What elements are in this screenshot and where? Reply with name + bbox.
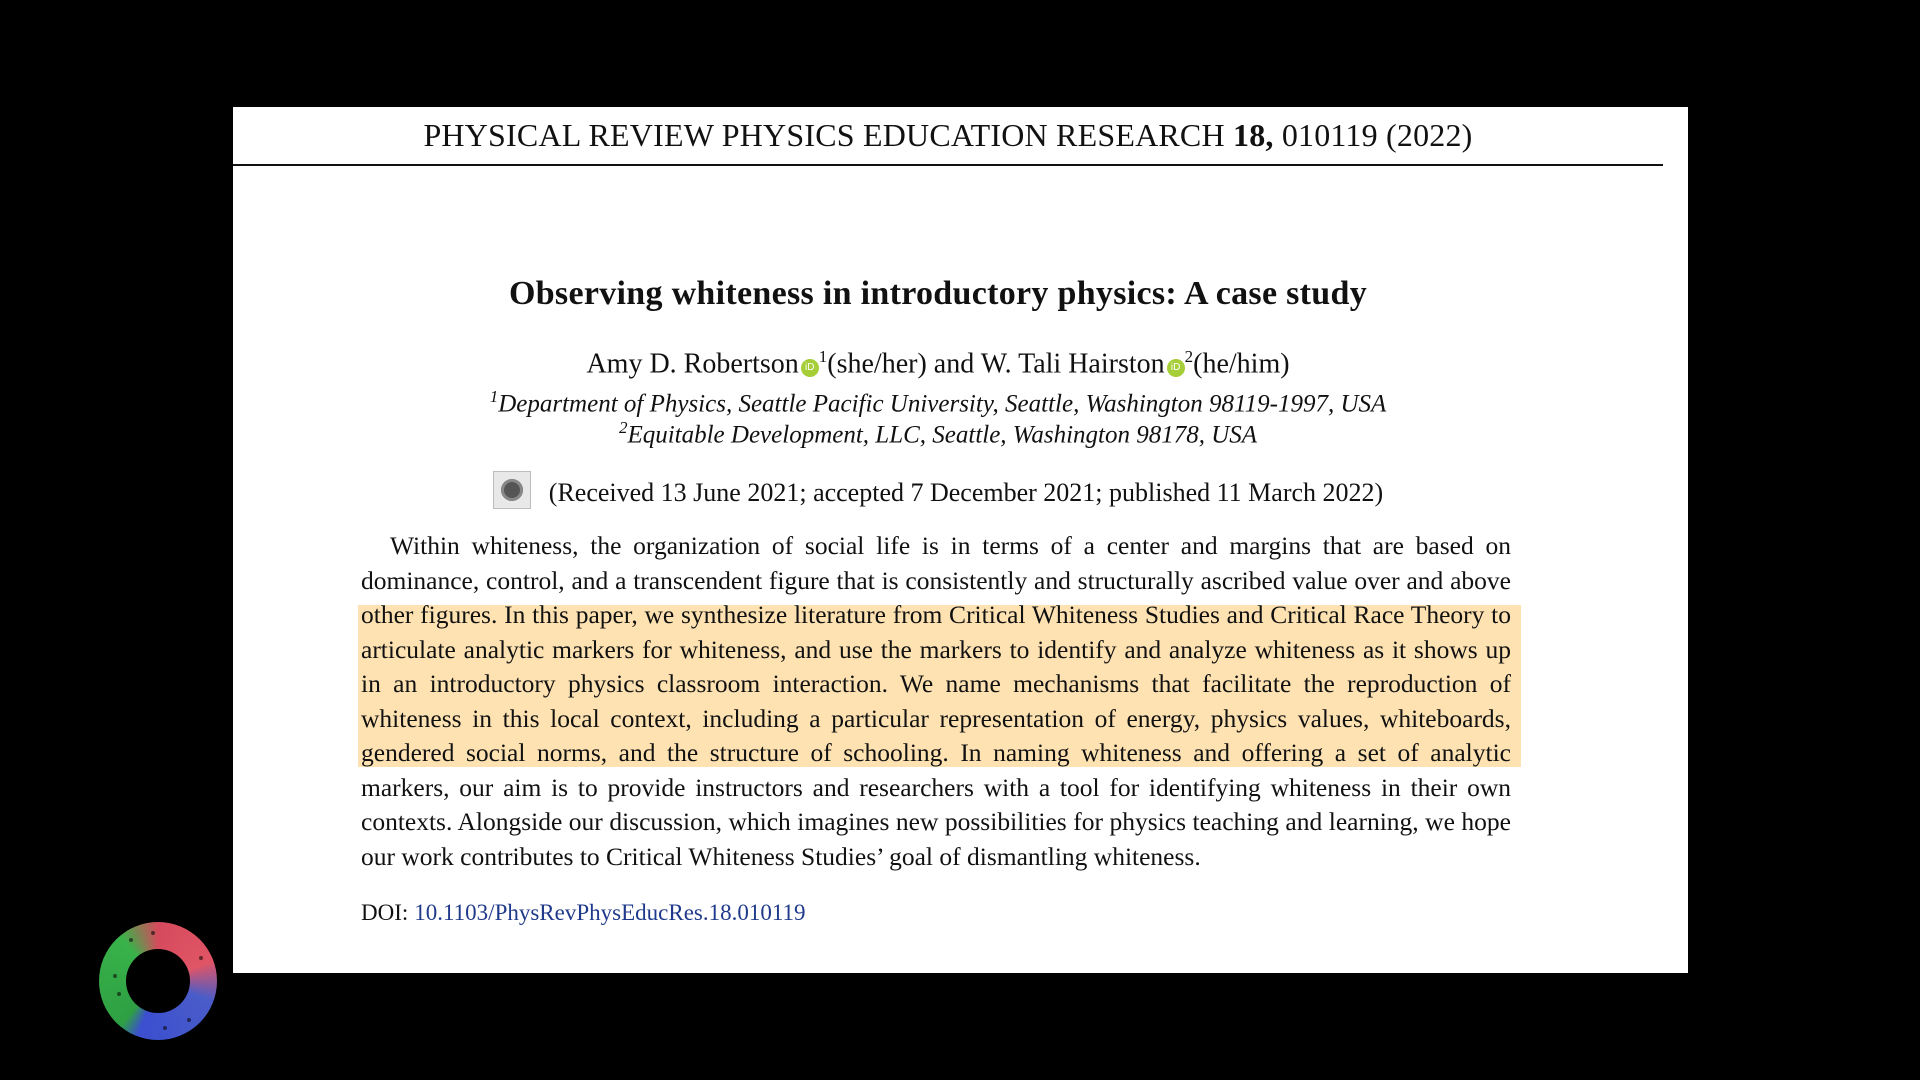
orcid-icon[interactable]: iD [1167,359,1185,377]
author-line [233,347,1643,380]
publication-dates [233,471,1643,509]
affiliation-1-text: Department of Physics, Seattle Pacific University, Seattle, Washington 98119-1997, USA [498,390,1387,418]
journal-name: PHYSICAL REVIEW PHYSICS EDUCATION RESEARCH [423,117,1225,153]
journal-header [233,117,1663,154]
affiliation-2 [233,418,1643,449]
paper-page [233,107,1688,973]
doi-label: DOI: [361,900,409,925]
author-2-name: W. Tali Hairston [980,348,1165,380]
header-rule [233,164,1663,166]
crossmark-icon[interactable] [493,471,531,509]
presenter-logo-icon [99,922,217,1040]
orcid-icon[interactable]: iD [801,359,819,377]
author-1-name: Amy D. Robertson [586,348,799,380]
affiliation-2-text: Equitable Development, LLC, Seattle, Washington 98178, USA [627,421,1258,449]
author-2-pronouns: (he/him) [1193,348,1290,380]
doi-link[interactable]: 10.1103/PhysRevPhysEducRes.18.010119 [414,900,806,925]
journal-article-year: 010119 (2022) [1281,117,1473,153]
author-1-pronouns: (she/her) [827,348,927,380]
logo-speck [199,956,203,960]
logo-speck [187,1018,191,1022]
affiliation-1 [233,387,1643,418]
author-conjunction: and [933,348,975,380]
author-1-affiliation-mark: 1 [818,347,828,366]
abstract: Within whiteness, the organization of social life is in terms of a center and margins that are based on dominance, control, and a transcendent figure that is consistently and structurally ascribed value over and above other figures. In this paper, we synthesize literature from Critical Whiteness Studies and Critical Race Theory to articulate analytic markers for whiteness, and use the markers to identify and analyze whiteness as it shows up in an introductory physics classroom interaction. We name mechanisms that facilitate the reproduction of whiteness in this local context, including a particular representation of energy, physics values, whiteboards, gendered social norms, and the structure of schooling. In naming whiteness and offering a set of analytic markers, our aim is to provide instructors and researchers with a tool for identifying whiteness in their own contexts. Alongside our discussion, which imagines new possibilities for physics teaching and learning, we hope our work contributes to Critical Whiteness Studies’ goal of dismantling whiteness. [361,531,1511,871]
logo-speck [151,931,155,935]
doi-line [361,900,806,926]
logo-speck [129,938,133,942]
logo-speck [163,1026,167,1030]
received-dates-text: (Received 13 June 2021; accepted 7 December 2021; published 11 March 2022) [548,478,1384,507]
logo-speck [113,974,117,978]
logo-speck [117,992,121,996]
logo-center [126,949,190,1013]
paper-title: Observing whiteness in introductory physics: A case study [508,275,1368,312]
author-2-affiliation-mark: 2 [1184,347,1194,366]
journal-volume: 18, [1233,117,1274,153]
affiliation-2-mark: 2 [618,418,628,437]
affiliation-1-mark: 1 [489,387,499,406]
